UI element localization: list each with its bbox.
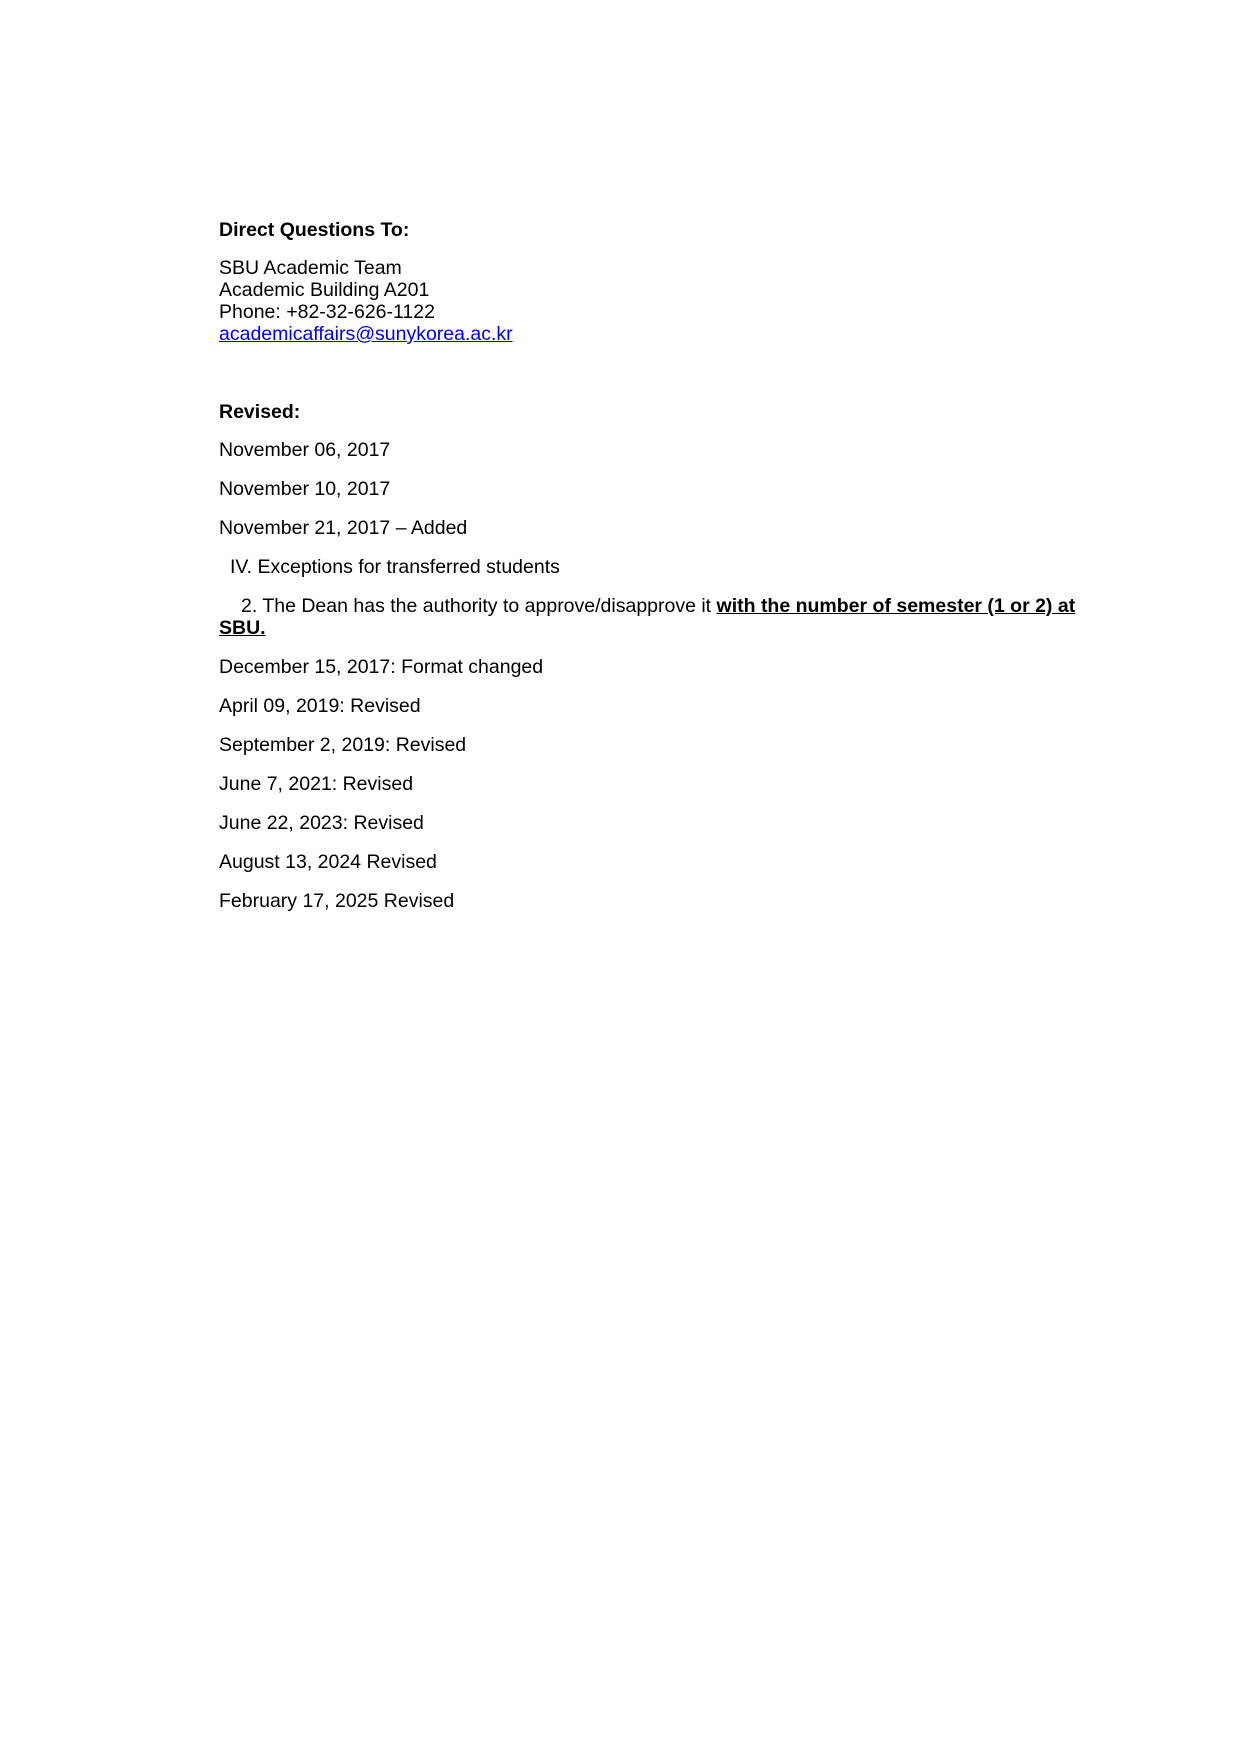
revision-entry: April 09, 2019: Revised — [219, 695, 421, 717]
contact-block — [219, 257, 1079, 345]
revision-subitem-emphasis: with the number of semester (1 or 2) at SBU. — [219, 595, 1076, 639]
contact-phone: Phone: +82-32-626-1122 — [219, 301, 435, 323]
document-content — [219, 219, 1079, 929]
contact-building: Academic Building A201 — [219, 279, 430, 301]
revision-entry: November 06, 2017 — [219, 439, 391, 461]
revision-entry: November 10, 2017 — [219, 478, 391, 500]
contact-email-link[interactable]: academicaffairs@sunykorea.ac.kr — [219, 323, 513, 345]
revised-heading: Revised: — [219, 401, 301, 423]
revision-subitem-text: 2. The Dean has the authority to approve/disapprove it — [241, 595, 717, 617]
revision-entry: September 2, 2019: Revised — [219, 734, 467, 756]
contact-team: SBU Academic Team — [219, 257, 402, 279]
revision-subitem — [219, 595, 1079, 639]
contact-email-line — [219, 323, 1079, 345]
revision-entry: February 17, 2025 Revised — [219, 890, 455, 912]
revision-section-item: IV. Exceptions for transferred students — [230, 556, 560, 578]
revision-entry: November 21, 2017 – Added — [219, 517, 468, 539]
revision-entry: June 22, 2023: Revised — [219, 812, 424, 834]
revision-entry: August 13, 2024 Revised — [219, 851, 437, 873]
contact-heading: Direct Questions To: — [219, 219, 410, 241]
revision-entry: June 7, 2021: Revised — [219, 773, 414, 795]
revision-entry: December 15, 2017: Format changed — [219, 656, 544, 678]
